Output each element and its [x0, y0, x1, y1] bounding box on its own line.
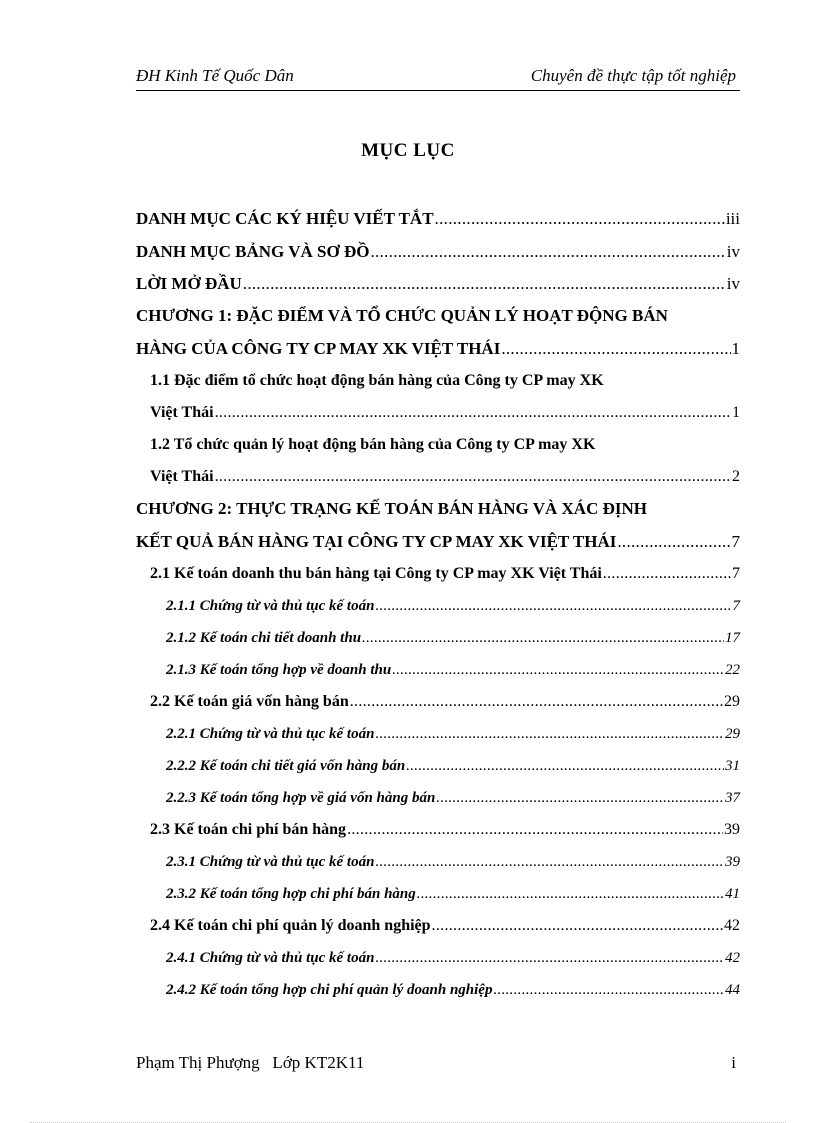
- footer-author: Phạm Thị Phượng Lớp KT2K11: [136, 1053, 365, 1072]
- toc-leader-dots: [243, 273, 726, 295]
- toc-entry[interactable]: [136, 208, 740, 230]
- toc-entry-text: LỜI MỞ ĐẦU: [136, 274, 242, 293]
- footer-page-number: i: [731, 1053, 736, 1072]
- toc-leader-dots: [375, 851, 724, 873]
- toc-entry[interactable]: [166, 755, 740, 777]
- toc-leader-dots: [215, 402, 731, 424]
- toc-leader-dots: [501, 338, 730, 360]
- toc-page-number: 44: [725, 982, 740, 998]
- toc-entry-text: 2.1.1 Chứng từ và thủ tục kế toán: [166, 598, 375, 614]
- toc-leader-dots: [417, 883, 724, 905]
- toc-entry-text: 2.1.2 Kế toán chi tiết doanh thu: [166, 630, 362, 646]
- toc-entry[interactable]: [166, 883, 740, 905]
- toc-entry[interactable]: [150, 466, 740, 488]
- toc-entry-text: KẾT QUẢ BÁN HÀNG TẠI CÔNG TY CP MAY XK VIỆT THÁI: [136, 532, 617, 551]
- toc-entry-text: 2.2.3 Kế toán tổng hợp về giá vốn hàng bán: [166, 790, 436, 806]
- toc-entry[interactable]: [166, 627, 740, 649]
- toc-page-number: 7: [732, 598, 740, 614]
- toc-leader-dots: [362, 627, 724, 649]
- toc-page-number: 39: [725, 854, 740, 870]
- page-title: MỤC LỤC: [361, 140, 455, 161]
- toc-entry[interactable]: [136, 338, 740, 360]
- toc-leader-dots: [432, 915, 723, 937]
- toc-entry[interactable]: [136, 531, 740, 553]
- page-header: [136, 64, 740, 91]
- header-university: ĐH Kinh Tế Quốc Dân: [136, 66, 294, 85]
- toc-entry[interactable]: [150, 691, 740, 713]
- toc-entry[interactable]: [136, 273, 740, 295]
- toc-entry-text: 2.1 Kế toán doanh thu bán hàng tại Công ty CP may XK Việt Thái: [150, 565, 602, 582]
- toc-entry[interactable]: [166, 787, 740, 809]
- toc-leader-dots: [375, 947, 724, 969]
- toc-leader-dots: [215, 466, 731, 488]
- toc-leader-dots: [603, 563, 731, 585]
- toc-entry[interactable]: [166, 851, 740, 873]
- toc-page-number: 7: [731, 532, 740, 551]
- toc-page-number: 39: [724, 821, 740, 838]
- toc-page-number: 1: [732, 404, 740, 421]
- toc-leader-dots: [375, 595, 731, 617]
- toc-page-number: 41: [725, 886, 740, 902]
- toc-entry-text: 2.3.2 Kế toán tổng hợp chi phí bán hàng: [166, 886, 416, 902]
- toc-page-number: 29: [724, 693, 740, 710]
- toc-entry[interactable]: [166, 947, 740, 969]
- toc-entry[interactable]: [150, 402, 740, 424]
- toc-leader-dots: [493, 979, 724, 1001]
- toc-page-number: 22: [725, 662, 740, 678]
- toc-entry-text: 2.3 Kế toán chi phí bán hàng: [150, 821, 347, 838]
- toc-entry-text: 2.4 Kế toán chi phí quản lý doanh nghiệp: [150, 917, 431, 934]
- toc-leader-dots: [406, 755, 724, 777]
- toc-leader-dots: [375, 723, 724, 745]
- toc-entry-text: 2.3.1 Chứng từ và thủ tục kế toán: [166, 854, 375, 870]
- toc-page-number: 17: [725, 630, 740, 646]
- toc-entry-text: Việt Thái: [150, 404, 214, 421]
- toc-leader-dots: [347, 819, 723, 841]
- toc-entry-text: 2.4.2 Kế toán tổng hợp chi phí quản lý doanh nghiệp: [166, 982, 493, 998]
- toc-entry[interactable]: [166, 979, 740, 1001]
- toc-page-number: 37: [725, 790, 740, 806]
- header-report-type: Chuyên đề thực tập tốt nghiệp: [530, 66, 736, 85]
- toc-entry-text: 2.1.3 Kế toán tổng hợp về doanh thu: [166, 662, 392, 678]
- toc-page-number: 29: [725, 726, 740, 742]
- toc-entry-text: HÀNG CỦA CÔNG TY CP MAY XK VIỆT THÁI: [136, 339, 501, 358]
- toc-entry-text: 2.4.1 Chứng từ và thủ tục kế toán: [166, 950, 375, 966]
- toc-entry[interactable]: [136, 241, 740, 263]
- toc-page-number: 31: [725, 758, 740, 774]
- toc-page-number: iv: [726, 274, 740, 293]
- toc-entry-line1[interactable]: CHƯƠNG 2: THỰC TRẠNG KẾ TOÁN BÁN HÀNG VÀ XÁC ĐỊNH: [136, 499, 647, 518]
- toc-entry-text: 2.2 Kế toán giá vốn hàng bán: [150, 693, 349, 710]
- toc-entry-text: DANH MỤC CÁC KÝ HIỆU VIẾT TẮT: [136, 209, 434, 228]
- toc-page-number: 42: [724, 917, 740, 934]
- toc-entry-text: Việt Thái: [150, 468, 214, 485]
- toc-page-number: 2: [732, 468, 740, 485]
- toc-entry[interactable]: [150, 819, 740, 841]
- toc-page-number: 42: [725, 950, 740, 966]
- toc-entry[interactable]: [166, 723, 740, 745]
- toc-leader-dots: [370, 241, 725, 263]
- toc-entry[interactable]: [150, 915, 740, 937]
- toc-entry[interactable]: [166, 595, 740, 617]
- toc-entry-text: 2.2.1 Chứng từ và thủ tục kế toán: [166, 726, 375, 742]
- toc-page-number: iii: [725, 209, 740, 228]
- toc-entry-text: DANH MỤC BẢNG VÀ SƠ ĐỒ: [136, 242, 370, 261]
- toc-page-number: 1: [731, 339, 740, 358]
- toc-page-number: iv: [726, 242, 740, 261]
- toc-leader-dots: [435, 208, 725, 230]
- toc-entry-text: 2.2.2 Kế toán chi tiết giá vốn hàng bán: [166, 758, 406, 774]
- toc-entry-line1[interactable]: 1.1 Đặc điểm tổ chức hoạt động bán hàng của Công ty CP may XK: [150, 372, 604, 389]
- toc-entry-line1[interactable]: 1.2 Tổ chức quản lý hoạt động bán hàng của Công ty CP may XK: [150, 436, 596, 453]
- toc-leader-dots: [436, 787, 724, 809]
- toc-entry[interactable]: [150, 563, 740, 585]
- toc-entry[interactable]: [166, 659, 740, 681]
- toc-page-number: 7: [732, 565, 740, 582]
- toc-leader-dots: [617, 531, 730, 553]
- toc-leader-dots: [392, 659, 724, 681]
- toc-entry-line1[interactable]: CHƯƠNG 1: ĐẶC ĐIỂM VÀ TỔ CHỨC QUẢN LÝ HOẠT ĐỘNG BÁN: [136, 306, 668, 325]
- toc-leader-dots: [350, 691, 723, 713]
